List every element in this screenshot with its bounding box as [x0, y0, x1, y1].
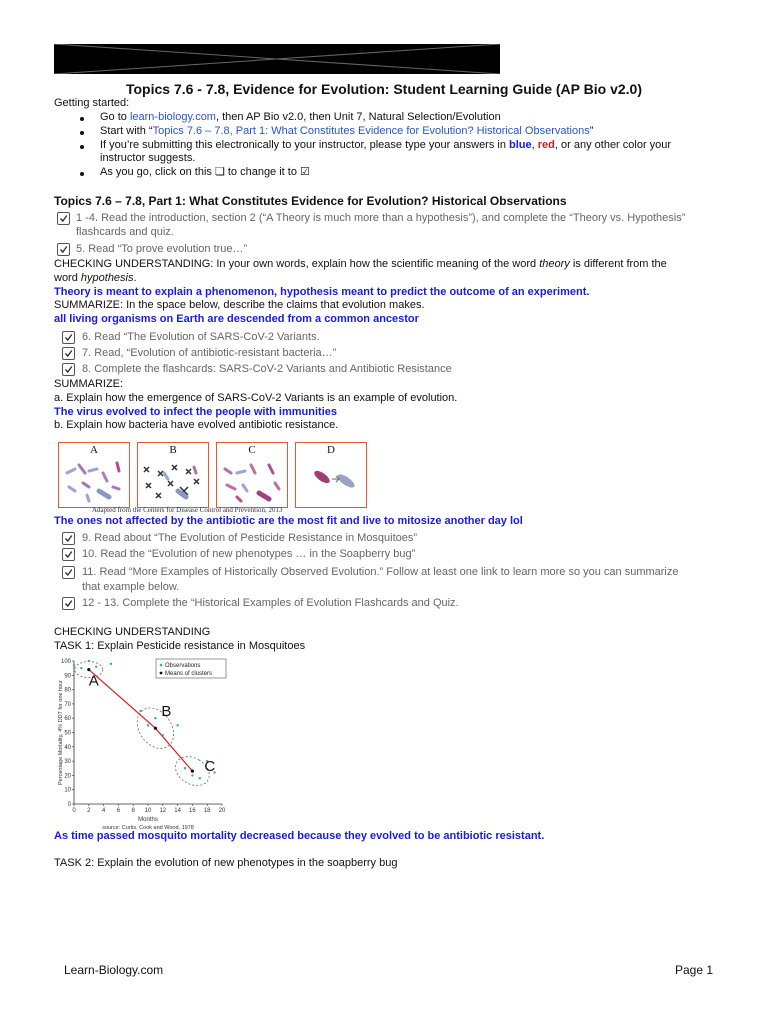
observation-point: [184, 767, 186, 769]
panel-label-c: C: [248, 444, 256, 456]
observation-point: [191, 774, 193, 776]
task-4: 7. Read, “Evolution of antibiotic-resistant bacteria…”: [82, 347, 337, 359]
legend-marker-means: [160, 672, 163, 675]
task-8: 11. Read “More Examples of Historically Observed Evolution.” Follow at least one link to learn more so you can summarize: [82, 566, 679, 578]
bullet-3-line2: instructor suggests.: [100, 152, 196, 164]
panel-label-b: B: [169, 444, 177, 456]
header-banner: [54, 44, 500, 74]
chart-source: source: Curtis, Cook and Wood, 1978: [102, 825, 194, 831]
y-tick-label: 60: [64, 716, 71, 723]
mean-point: [87, 668, 90, 671]
task-2-label: TASK 2: Explain the evolution of new phenotypes in the soapberry bug: [54, 857, 398, 869]
bullet-dot: [80, 117, 84, 121]
y-tick-label: 80: [64, 687, 71, 694]
checkbox-checked[interactable]: [62, 532, 75, 545]
y-tick-label: 100: [60, 659, 71, 665]
y-tick-label: 40: [64, 744, 71, 751]
bullet-1: Go to learn-biology.com, then AP Bio v2.0, then Unit 7, Natural Selection/Evolution: [100, 111, 501, 123]
antibiotic-figure: [58, 442, 362, 516]
observation-point: [147, 724, 149, 726]
task-2: 5. Read “To prove evolution true…”: [76, 243, 248, 255]
checkbox-checked[interactable]: [62, 548, 75, 561]
figure-panel-c: [216, 442, 288, 508]
checkbox-checked[interactable]: [62, 363, 75, 376]
y-tick-label: 10: [64, 787, 71, 794]
checking-understanding-1-line2: word hypothesis.: [54, 272, 137, 284]
observation-point: [162, 734, 164, 736]
observation-point: [110, 663, 112, 665]
bullet-4: As you go, click on this ❏ to change it to ☑: [100, 166, 310, 178]
checkbox-checked[interactable]: [57, 243, 70, 256]
cluster-label-c: C: [204, 758, 216, 776]
legend-label-observations: Observations: [165, 663, 201, 669]
figure-panel-a: [58, 442, 130, 508]
checking-understanding-1: CHECKING UNDERSTANDING: In your own words, explain how the scientific meaning of the word theory is different from the: [54, 258, 667, 270]
task-8-line2: that example below.: [82, 581, 180, 593]
y-tick-label: 30: [64, 759, 71, 766]
x-tick-label: 2: [87, 808, 91, 814]
figure-panel-b: [137, 442, 209, 508]
checkbox-checked[interactable]: [62, 597, 75, 610]
bullet-dot: [80, 131, 84, 135]
panel-label-a: A: [90, 444, 98, 456]
observation-point: [154, 717, 156, 719]
legend-label-means: Means of clusters: [165, 671, 213, 677]
x-tick-label: 20: [218, 808, 226, 814]
checkbox-checked[interactable]: [57, 212, 70, 225]
bullet-2: Start with “Topics 7.6 – 7.8, Part 1: What Constitutes Evidence for Evolution? Historical Observations”: [100, 125, 594, 137]
task-1-line2: flashcards and quiz.: [76, 226, 174, 238]
task-3: 6. Read “The Evolution of SARS-CoV-2 Variants.: [82, 331, 320, 343]
x-axis-label: Months: [138, 817, 158, 823]
summarize-2: SUMMARIZE:: [54, 378, 124, 390]
task-5: 8. Complete the flashcards: SARS-CoV-2 Variants and Antibiotic Resistance: [82, 363, 452, 375]
footer-site: Learn-Biology.com: [64, 963, 164, 977]
answer-2: all living organisms on Earth are descended from a common ancestor: [54, 313, 419, 325]
legend-marker-observations: [160, 664, 163, 667]
observation-point: [176, 724, 178, 726]
observation-point: [73, 664, 75, 666]
x-tick-label: 10: [144, 808, 152, 814]
footer-page-number: Page 1: [675, 963, 714, 977]
task-1-label: TASK 1: Explain Pesticide resistance in Mosquitoes: [54, 640, 306, 652]
bullet-3: If you’re submitting this electronically to your instructor, please type your answers in blue, red, or any other color your: [100, 139, 672, 151]
y-tick-label: 70: [64, 701, 71, 708]
mean-point: [191, 770, 194, 773]
task-7: 10. Read the “Evolution of new phenotypes … in the Soapberry bug”: [82, 548, 416, 560]
answer-5: As time passed mosquito mortality decreased because they evolved to be antibiotic resistant.: [54, 830, 545, 842]
checkbox-checked[interactable]: [62, 347, 75, 360]
summarize-2-a: a. Explain how the emergence of SARS-CoV-2 Variants is an example of evolution.: [54, 392, 458, 404]
learn-biology-link[interactable]: learn-biology.com: [129, 111, 216, 123]
task-1: 1 -4. Read the introduction, section 2 (“A Theory is much more than a hypothesis”), and complete the “Theory vs. Hypothesis”: [76, 212, 686, 224]
bullet-dot: [80, 172, 84, 176]
checkbox-checked[interactable]: [62, 566, 75, 579]
observation-point: [199, 777, 201, 779]
mosquito-mortality-chart: [52, 655, 252, 831]
y-tick-label: 90: [64, 673, 71, 680]
bullet-dot: [80, 145, 84, 149]
cluster-label-a: A: [88, 672, 99, 690]
x-tick-label: 0: [72, 808, 76, 814]
summarize-2-b: b. Explain how bacteria have evolved antibiotic resistance.: [54, 419, 339, 431]
y-tick-label: 50: [64, 730, 71, 737]
y-tick-label: 20: [64, 773, 71, 780]
answer-4: The ones not affected by the antibiotic are the most fit and live to mitosize another day lol: [54, 515, 523, 527]
task-6: 9. Read about “The Evolution of Pesticide Resistance in Mosquitoes”: [82, 532, 418, 544]
checkbox-checked[interactable]: [62, 331, 75, 344]
task-9: 12 - 13. Complete the “Historical Examples of Evolution Flashcards and Quiz.: [82, 597, 459, 609]
observation-point: [139, 710, 141, 712]
x-tick-label: 18: [203, 808, 211, 814]
checking-understanding-2: CHECKING UNDERSTANDING: [54, 626, 211, 638]
figure-panel-d: [295, 442, 367, 508]
page-title: Topics 7.6 - 7.8, Evidence for Evolution: Student Learning Guide (AP Bio v2.0): [125, 81, 642, 97]
means-trend-line: [89, 670, 193, 772]
panel-label-d: D: [327, 444, 335, 456]
cluster-label-b: B: [161, 703, 172, 721]
x-tick-label: 14: [174, 808, 181, 814]
x-tick-label: 16: [189, 808, 196, 814]
x-tick-label: 6: [116, 808, 121, 814]
getting-started-label: Getting started:: [54, 97, 130, 109]
x-tick-label: 12: [159, 808, 167, 814]
observation-point: [88, 660, 90, 662]
observation-point: [80, 667, 82, 669]
summarize-1: SUMMARIZE: In the space below, describe the claims that evolution makes.: [54, 299, 425, 311]
y-tick-label: 0: [67, 802, 71, 808]
answer-1: Theory is meant to explain a phenomenon, hypothesis meant to predict the outcome of an experiment.: [54, 286, 590, 298]
topics-link[interactable]: Topics 7.6 – 7.8, Part 1: What Constitutes Evidence for Evolution? Historical Observations: [152, 125, 590, 137]
y-axis-label: Percentage Mortality, 4% DDT for one hour: [58, 680, 64, 785]
observation-point: [95, 666, 97, 668]
answer-3: The virus evolved to infect the people with immunities: [54, 406, 337, 418]
mean-point: [154, 727, 157, 730]
section-heading: Topics 7.6 – 7.8, Part 1: What Constitutes Evidence for Evolution? Historical Observations: [54, 194, 567, 208]
x-tick-label: 8: [131, 808, 135, 814]
figure-caption: Adapted from the Centers for Disease Control and Prevention, 2013: [92, 506, 283, 514]
x-tick-label: 4: [101, 808, 106, 814]
